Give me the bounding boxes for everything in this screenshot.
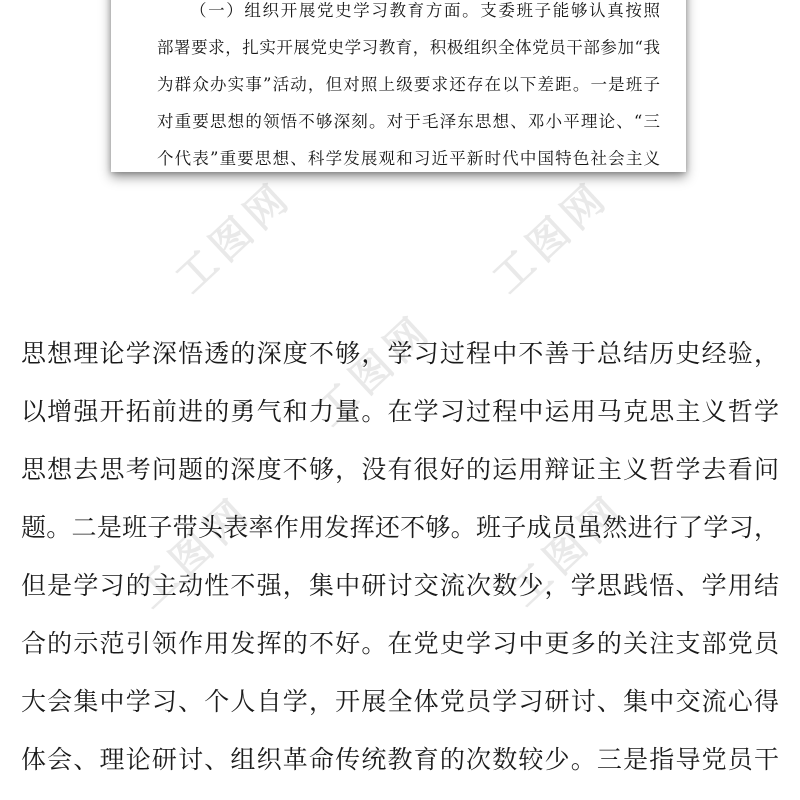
body-text-line: 合的示范引领作用发挥的不好。在党史学习中更多的关注支部党员 [21,629,779,658]
watermark-text: 工图网 [500,484,636,616]
excerpt-card [111,0,686,172]
body-text-line: 思想去思考问题的深度不够，没有很好的运用辩证主义哲学去看问 [21,455,779,484]
body-text-line: 思想理论学深悟透的深度不够，学习过程中不善于总结历史经验， [21,339,779,368]
excerpt-card-line: 对重要思想的领悟不够深刻。对于毛泽东思想、邓小平理论、“三 [157,112,660,131]
excerpt-card-line: 个代表”重要思想、科学发展观和习近平新时代中国特色社会主义 [157,149,660,168]
body-text-line: 但是学习的主动性不强，集中研讨交流次数少，学思践悟、学用结 [21,571,779,600]
body-text-line: 以增强开拓前进的勇气和力量。在学习过程中运用马克思主义哲学 [21,397,779,426]
excerpt-card-line: 为群众办实事”活动，但对照上级要求还存在以下差距。一是班子 [157,75,660,94]
body-text-line: 大会集中学习、个人自学，开展全体党员学习研讨、集中交流心得 [21,687,779,716]
watermark-text: 工图网 [166,171,302,303]
body-text-line: 体会、理论研讨、组织革命传统教育的次数较少。三是指导党员干 [21,745,779,774]
watermark-text: 工图网 [483,171,619,303]
watermark-text: 工图网 [306,304,442,436]
document-body-text [21,325,779,789]
excerpt-card-line: （一）组织开展党史学习教育方面。支委班子能够认真按照 [190,1,660,20]
excerpt-card-line: 部署要求，扎实开展党史学习教育，积极组织全体党员干部参加“我 [157,38,660,57]
watermark-text: 工图网 [126,486,262,618]
body-text-line: 题。二是班子带头表率作用发挥还不够。班子成员虽然进行了学习， [21,513,779,542]
